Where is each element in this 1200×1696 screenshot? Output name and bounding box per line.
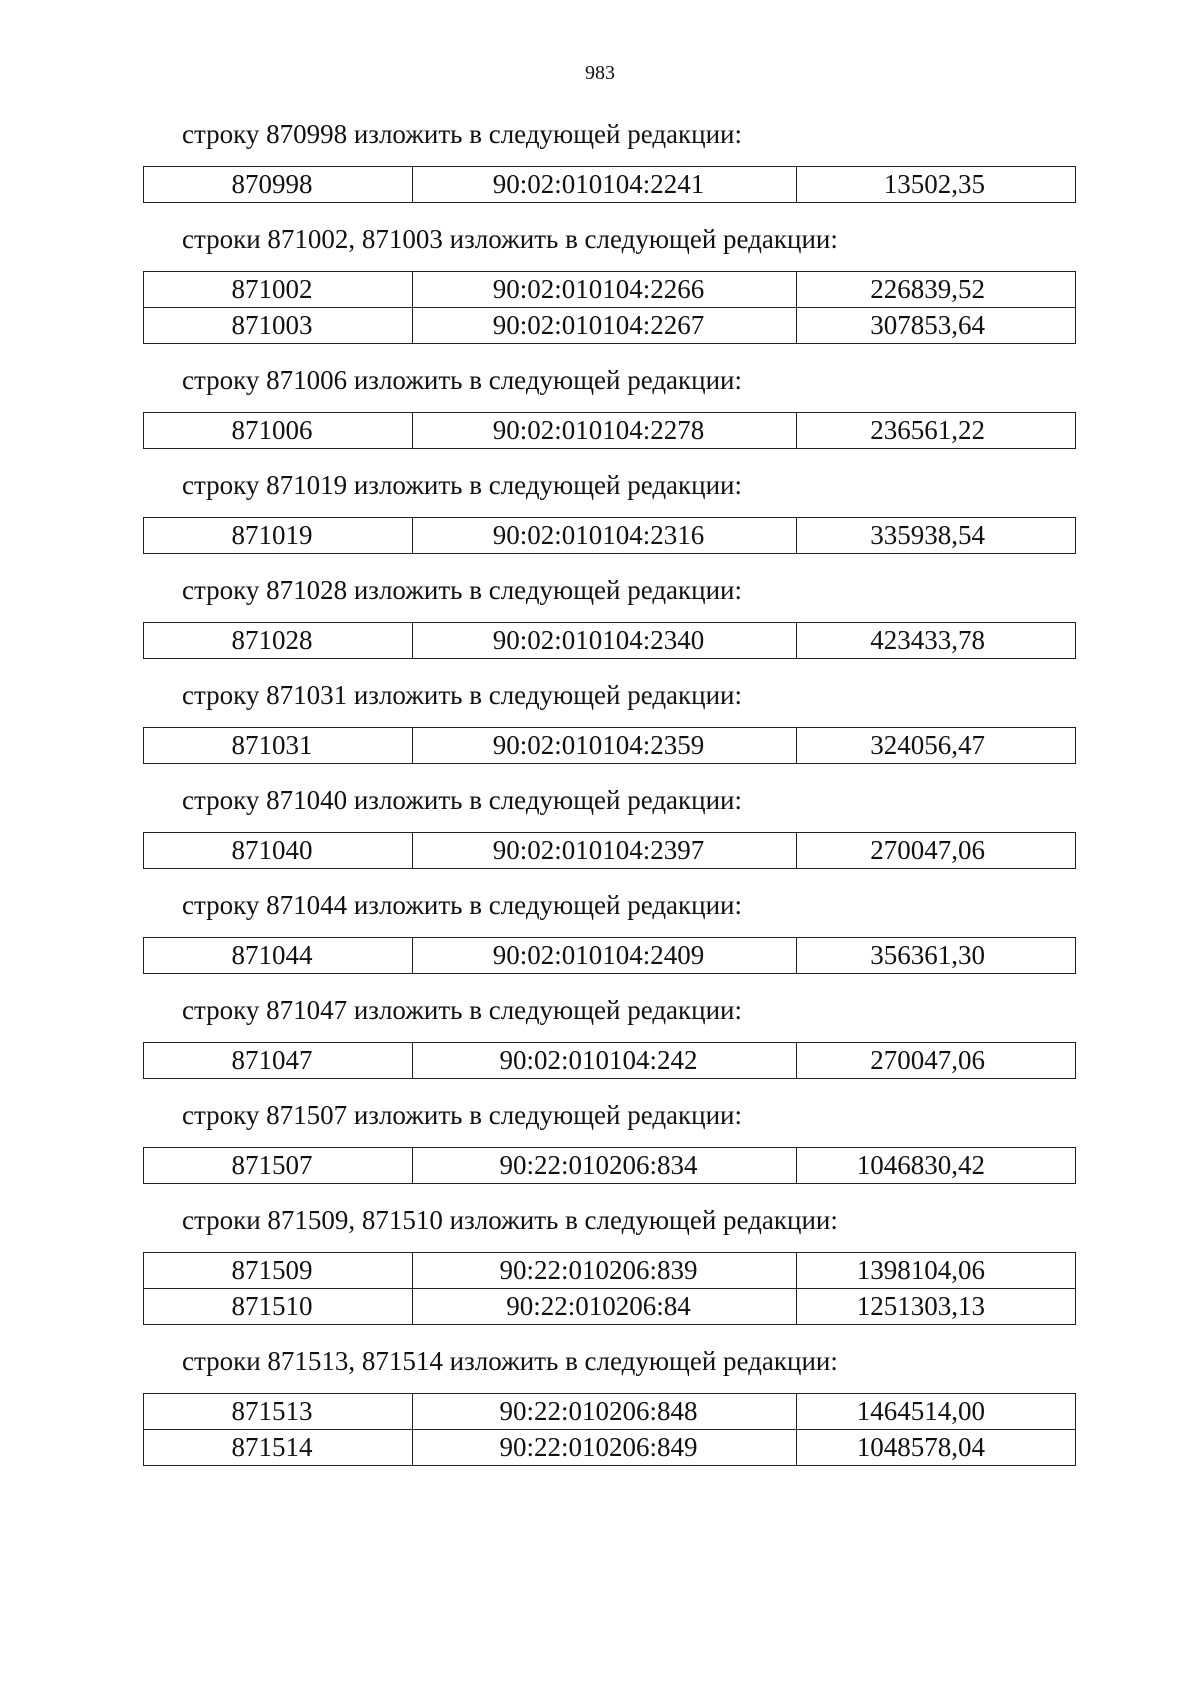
table-row <box>144 623 1076 659</box>
table-row <box>144 308 1076 344</box>
value-cell: 1048578,04 <box>797 1430 1076 1466</box>
row-number-cell: 871003 <box>144 308 413 344</box>
amendment-table <box>143 937 1076 974</box>
cadastral-number-cell: 90:02:010104:2397 <box>413 833 797 869</box>
amendment-section <box>0 1345 1200 1466</box>
amendment-instruction: строку 871031 изложить в следующей редакции: <box>182 680 743 710</box>
amendment-section <box>0 469 1200 554</box>
amendment-table <box>143 1252 1076 1325</box>
value-cell: 226839,52 <box>797 272 1076 308</box>
amendment-section <box>0 1099 1200 1184</box>
row-number-cell: 871019 <box>144 518 413 554</box>
amendment-section <box>0 1204 1200 1325</box>
amendment-instruction: строки 871513, 871514 изложить в следующей редакции: <box>182 1346 838 1376</box>
cadastral-number-cell: 90:22:010206:849 <box>413 1430 797 1466</box>
cadastral-number-cell: 90:02:010104:2241 <box>413 167 797 203</box>
cadastral-number-cell: 90:22:010206:834 <box>413 1148 797 1184</box>
table-row <box>144 272 1076 308</box>
amendment-section <box>0 784 1200 869</box>
amendment-table <box>143 622 1076 659</box>
amendment-table <box>143 412 1076 449</box>
cadastral-number-cell: 90:22:010206:848 <box>413 1394 797 1430</box>
value-cell: 236561,22 <box>797 413 1076 449</box>
table-row <box>144 1148 1076 1184</box>
page-number: 983 <box>585 62 615 84</box>
cadastral-number-cell: 90:02:010104:2316 <box>413 518 797 554</box>
row-number-cell: 871006 <box>144 413 413 449</box>
value-cell: 1398104,06 <box>797 1253 1076 1289</box>
table-row <box>144 1253 1076 1289</box>
amendment-instruction: строку 870998 изложить в следующей редакции: <box>182 119 743 149</box>
amendment-table <box>143 1147 1076 1184</box>
table-row <box>144 1430 1076 1466</box>
row-number-cell: 871002 <box>144 272 413 308</box>
cadastral-number-cell: 90:02:010104:2278 <box>413 413 797 449</box>
amendment-table <box>143 517 1076 554</box>
amendment-table <box>143 832 1076 869</box>
value-cell: 307853,64 <box>797 308 1076 344</box>
amendment-table <box>143 166 1076 203</box>
amendment-instruction: строку 871044 изложить в следующей редакции: <box>182 890 743 920</box>
value-cell: 335938,54 <box>797 518 1076 554</box>
row-number-cell: 870998 <box>144 167 413 203</box>
row-number-cell: 871031 <box>144 728 413 764</box>
table-row <box>144 1289 1076 1325</box>
amendment-section <box>0 679 1200 764</box>
amendment-instruction: строку 871040 изложить в следующей редакции: <box>182 785 743 815</box>
table-row <box>144 728 1076 764</box>
amendment-table <box>143 1393 1076 1466</box>
value-cell: 13502,35 <box>797 167 1076 203</box>
cadastral-number-cell: 90:02:010104:2340 <box>413 623 797 659</box>
amendment-table <box>143 271 1076 344</box>
value-cell: 356361,30 <box>797 938 1076 974</box>
table-row <box>144 518 1076 554</box>
value-cell: 423433,78 <box>797 623 1076 659</box>
row-number-cell: 871044 <box>144 938 413 974</box>
cadastral-number-cell: 90:02:010104:2267 <box>413 308 797 344</box>
cadastral-number-cell: 90:22:010206:839 <box>413 1253 797 1289</box>
row-number-cell: 871028 <box>144 623 413 659</box>
table-row <box>144 1043 1076 1079</box>
value-cell: 324056,47 <box>797 728 1076 764</box>
table-row <box>144 938 1076 974</box>
row-number-cell: 871514 <box>144 1430 413 1466</box>
cadastral-number-cell: 90:22:010206:84 <box>413 1289 797 1325</box>
amendment-instruction: строку 871507 изложить в следующей редакции: <box>182 1100 743 1130</box>
amendment-section <box>0 118 1200 203</box>
amendment-table <box>143 727 1076 764</box>
value-cell: 1464514,00 <box>797 1394 1076 1430</box>
amendment-instruction: строку 871019 изложить в следующей редакции: <box>182 470 743 500</box>
amendment-section <box>0 889 1200 974</box>
cadastral-number-cell: 90:02:010104:242 <box>413 1043 797 1079</box>
amendment-section <box>0 994 1200 1079</box>
row-number-cell: 871509 <box>144 1253 413 1289</box>
row-number-cell: 871510 <box>144 1289 413 1325</box>
amendment-instruction: строку 871047 изложить в следующей редакции: <box>182 995 743 1025</box>
cadastral-number-cell: 90:02:010104:2359 <box>413 728 797 764</box>
amendment-table <box>143 1042 1076 1079</box>
value-cell: 270047,06 <box>797 833 1076 869</box>
row-number-cell: 871513 <box>144 1394 413 1430</box>
amendment-instruction: строку 871028 изложить в следующей редакции: <box>182 575 743 605</box>
value-cell: 1046830,42 <box>797 1148 1076 1184</box>
value-cell: 1251303,13 <box>797 1289 1076 1325</box>
table-row <box>144 413 1076 449</box>
row-number-cell: 871047 <box>144 1043 413 1079</box>
document-body <box>0 118 1200 1486</box>
amendment-section <box>0 364 1200 449</box>
amendment-section <box>0 574 1200 659</box>
amendment-section <box>0 223 1200 344</box>
table-row <box>144 1394 1076 1430</box>
value-cell: 270047,06 <box>797 1043 1076 1079</box>
cadastral-number-cell: 90:02:010104:2409 <box>413 938 797 974</box>
cadastral-number-cell: 90:02:010104:2266 <box>413 272 797 308</box>
row-number-cell: 871507 <box>144 1148 413 1184</box>
amendment-instruction: строки 871002, 871003 изложить в следующей редакции: <box>182 224 838 254</box>
row-number-cell: 871040 <box>144 833 413 869</box>
amendment-instruction: строку 871006 изложить в следующей редакции: <box>182 365 743 395</box>
table-row <box>144 167 1076 203</box>
amendment-instruction: строки 871509, 871510 изложить в следующей редакции: <box>182 1205 838 1235</box>
table-row <box>144 833 1076 869</box>
